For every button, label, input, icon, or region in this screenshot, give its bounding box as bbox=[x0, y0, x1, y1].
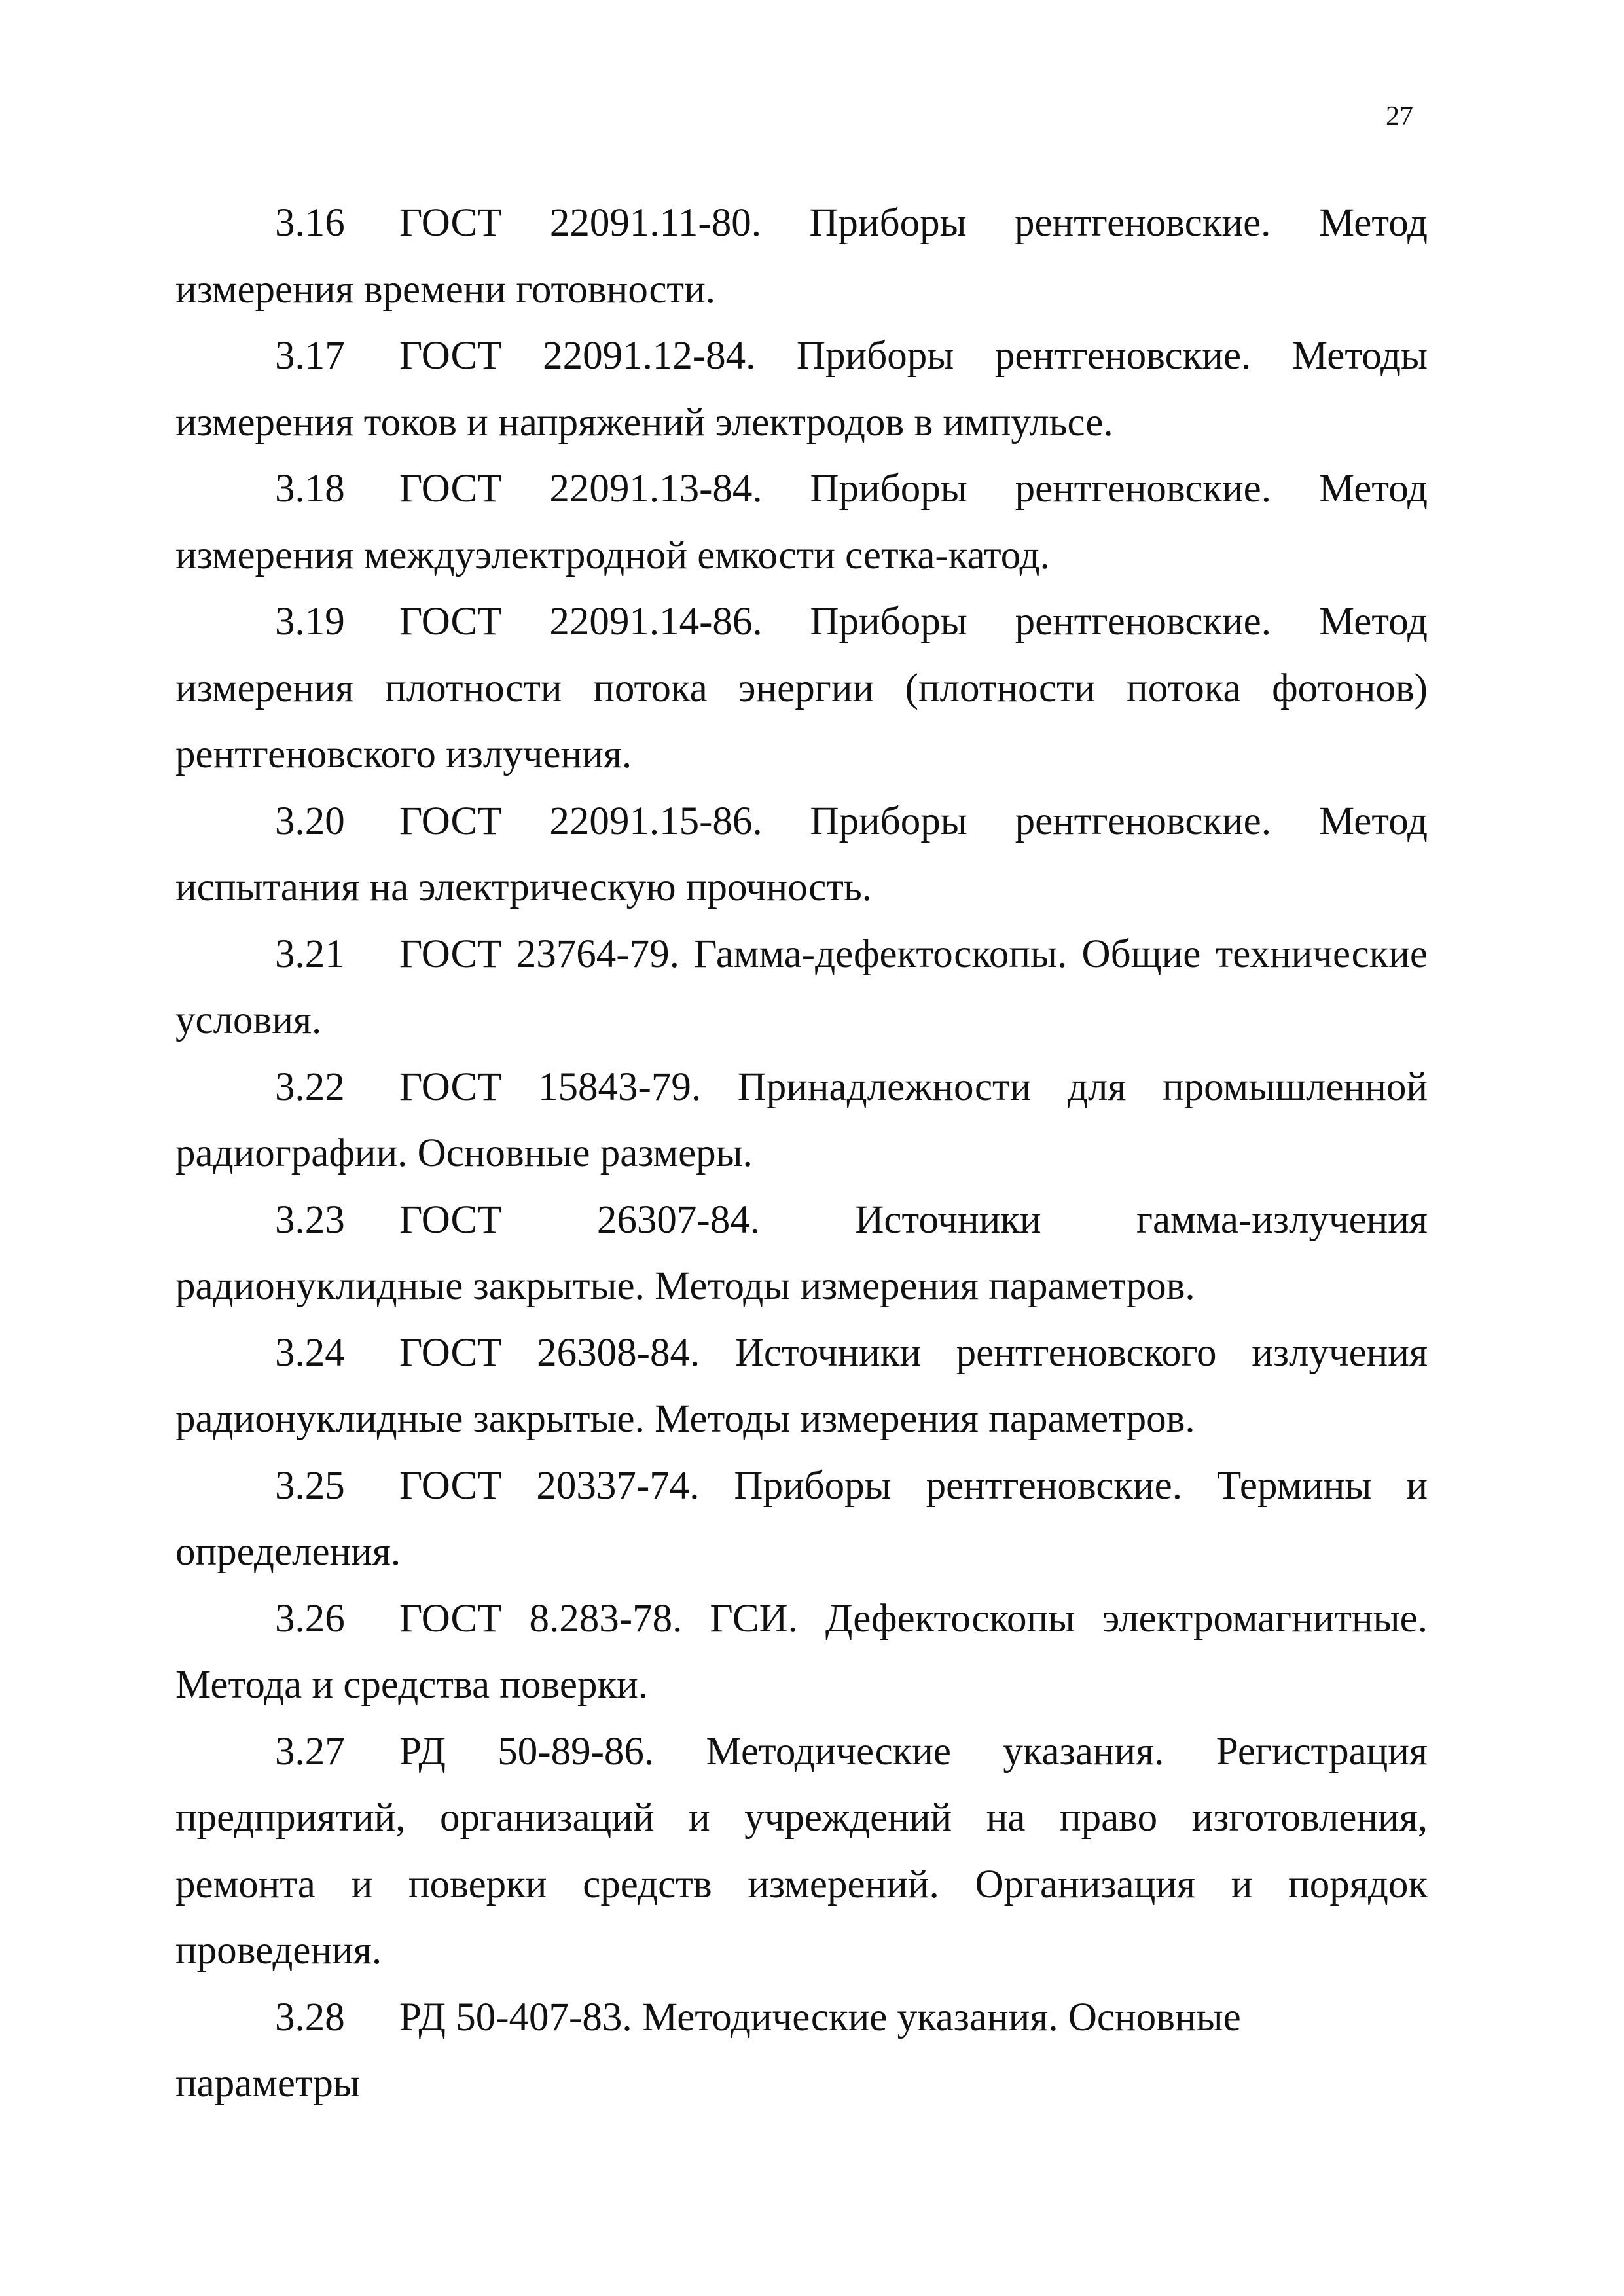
page-number: 27 bbox=[1386, 101, 1413, 132]
reference-entry-3-28 bbox=[175, 1984, 1428, 2117]
entry-number: 3.23 bbox=[275, 1197, 345, 1242]
entry-number: 3.24 bbox=[275, 1330, 345, 1375]
reference-entry-3-18 bbox=[175, 456, 1428, 589]
reference-entry-3-17 bbox=[175, 323, 1428, 456]
entry-text: ГОСТ 26308-84. Источники рентгеновского излучения радионуклидные закрытые. Методы измерения параметров. bbox=[175, 1330, 1428, 1441]
entry-number: 3.22 bbox=[275, 1065, 345, 1109]
entry-text: ГОСТ 22091.15-86. Приборы рентгеновские. Метод испытания на электрическую прочность. bbox=[175, 799, 1428, 909]
entry-text: ГОСТ 23764-79. Гамма-дефектоскопы. Общие технические условия. bbox=[175, 932, 1428, 1042]
reference-entry-3-25 bbox=[175, 1453, 1428, 1586]
entry-number: 3.25 bbox=[275, 1463, 345, 1508]
entry-text: ГОСТ 15843-79. Принадлежности для промышленной радиографии. Основные размеры. bbox=[175, 1065, 1428, 1175]
entry-number: 3.21 bbox=[275, 932, 345, 976]
entry-text: ГОСТ 22091.11-80. Приборы рентгеновские. Метод измерения времени готовности. bbox=[175, 201, 1428, 312]
entry-number: 3.28 bbox=[275, 1995, 345, 2039]
reference-entry-3-22 bbox=[175, 1054, 1428, 1187]
entry-text: РД 50-89-86. Методические указания. Регистрация предприятий, организаций и учреждений на право изготовления, ремонта и поверки средств измерений. Организация и порядок проведения. bbox=[175, 1729, 1428, 1973]
entry-number: 3.16 bbox=[275, 201, 345, 245]
entry-number: 3.20 bbox=[275, 799, 345, 843]
reference-entry-3-19 bbox=[175, 589, 1428, 788]
reference-entry-3-23 bbox=[175, 1187, 1428, 1320]
entry-number: 3.19 bbox=[275, 600, 345, 644]
reference-entry-3-16 bbox=[175, 190, 1428, 323]
entry-text: ГОСТ 22091.14-86. Приборы рентгеновские. Метод измерения плотности потока энергии (плотности потока фотонов) рентгеновского излучения. bbox=[175, 600, 1428, 776]
reference-entry-3-27 bbox=[175, 1719, 1428, 1984]
entry-number: 3.26 bbox=[275, 1596, 345, 1641]
reference-entry-3-21 bbox=[175, 921, 1428, 1054]
entry-text: ГОСТ 20337-74. Приборы рентгеновские. Термины и определения. bbox=[175, 1463, 1428, 1574]
entry-number: 3.17 bbox=[275, 334, 345, 378]
entry-text: ГОСТ 8.283-78. ГСИ. Дефектоскопы электромагнитные. Метода и средства поверки. bbox=[175, 1596, 1428, 1707]
entry-text: ГОСТ 22091.12-84. Приборы рентгеновские. Методы измерения токов и напряжений электродов в импульсе. bbox=[175, 334, 1428, 445]
reference-list bbox=[175, 190, 1428, 2117]
entry-number: 3.27 bbox=[275, 1729, 345, 1774]
entry-text: РД 50-407-83. Методические указания. Основные параметры bbox=[175, 1995, 1241, 2105]
reference-entry-3-24 bbox=[175, 1320, 1428, 1453]
entry-text: ГОСТ 26307-84. Источники гамма-излучения радионуклидные закрытые. Методы измерения параметров. bbox=[175, 1197, 1428, 1308]
reference-entry-3-26 bbox=[175, 1586, 1428, 1719]
reference-entry-3-20 bbox=[175, 788, 1428, 921]
entry-number: 3.18 bbox=[275, 467, 345, 511]
entry-text: ГОСТ 22091.13-84. Приборы рентгеновские. Метод измерения междуэлектродной емкости сетка-катод. bbox=[175, 467, 1428, 577]
